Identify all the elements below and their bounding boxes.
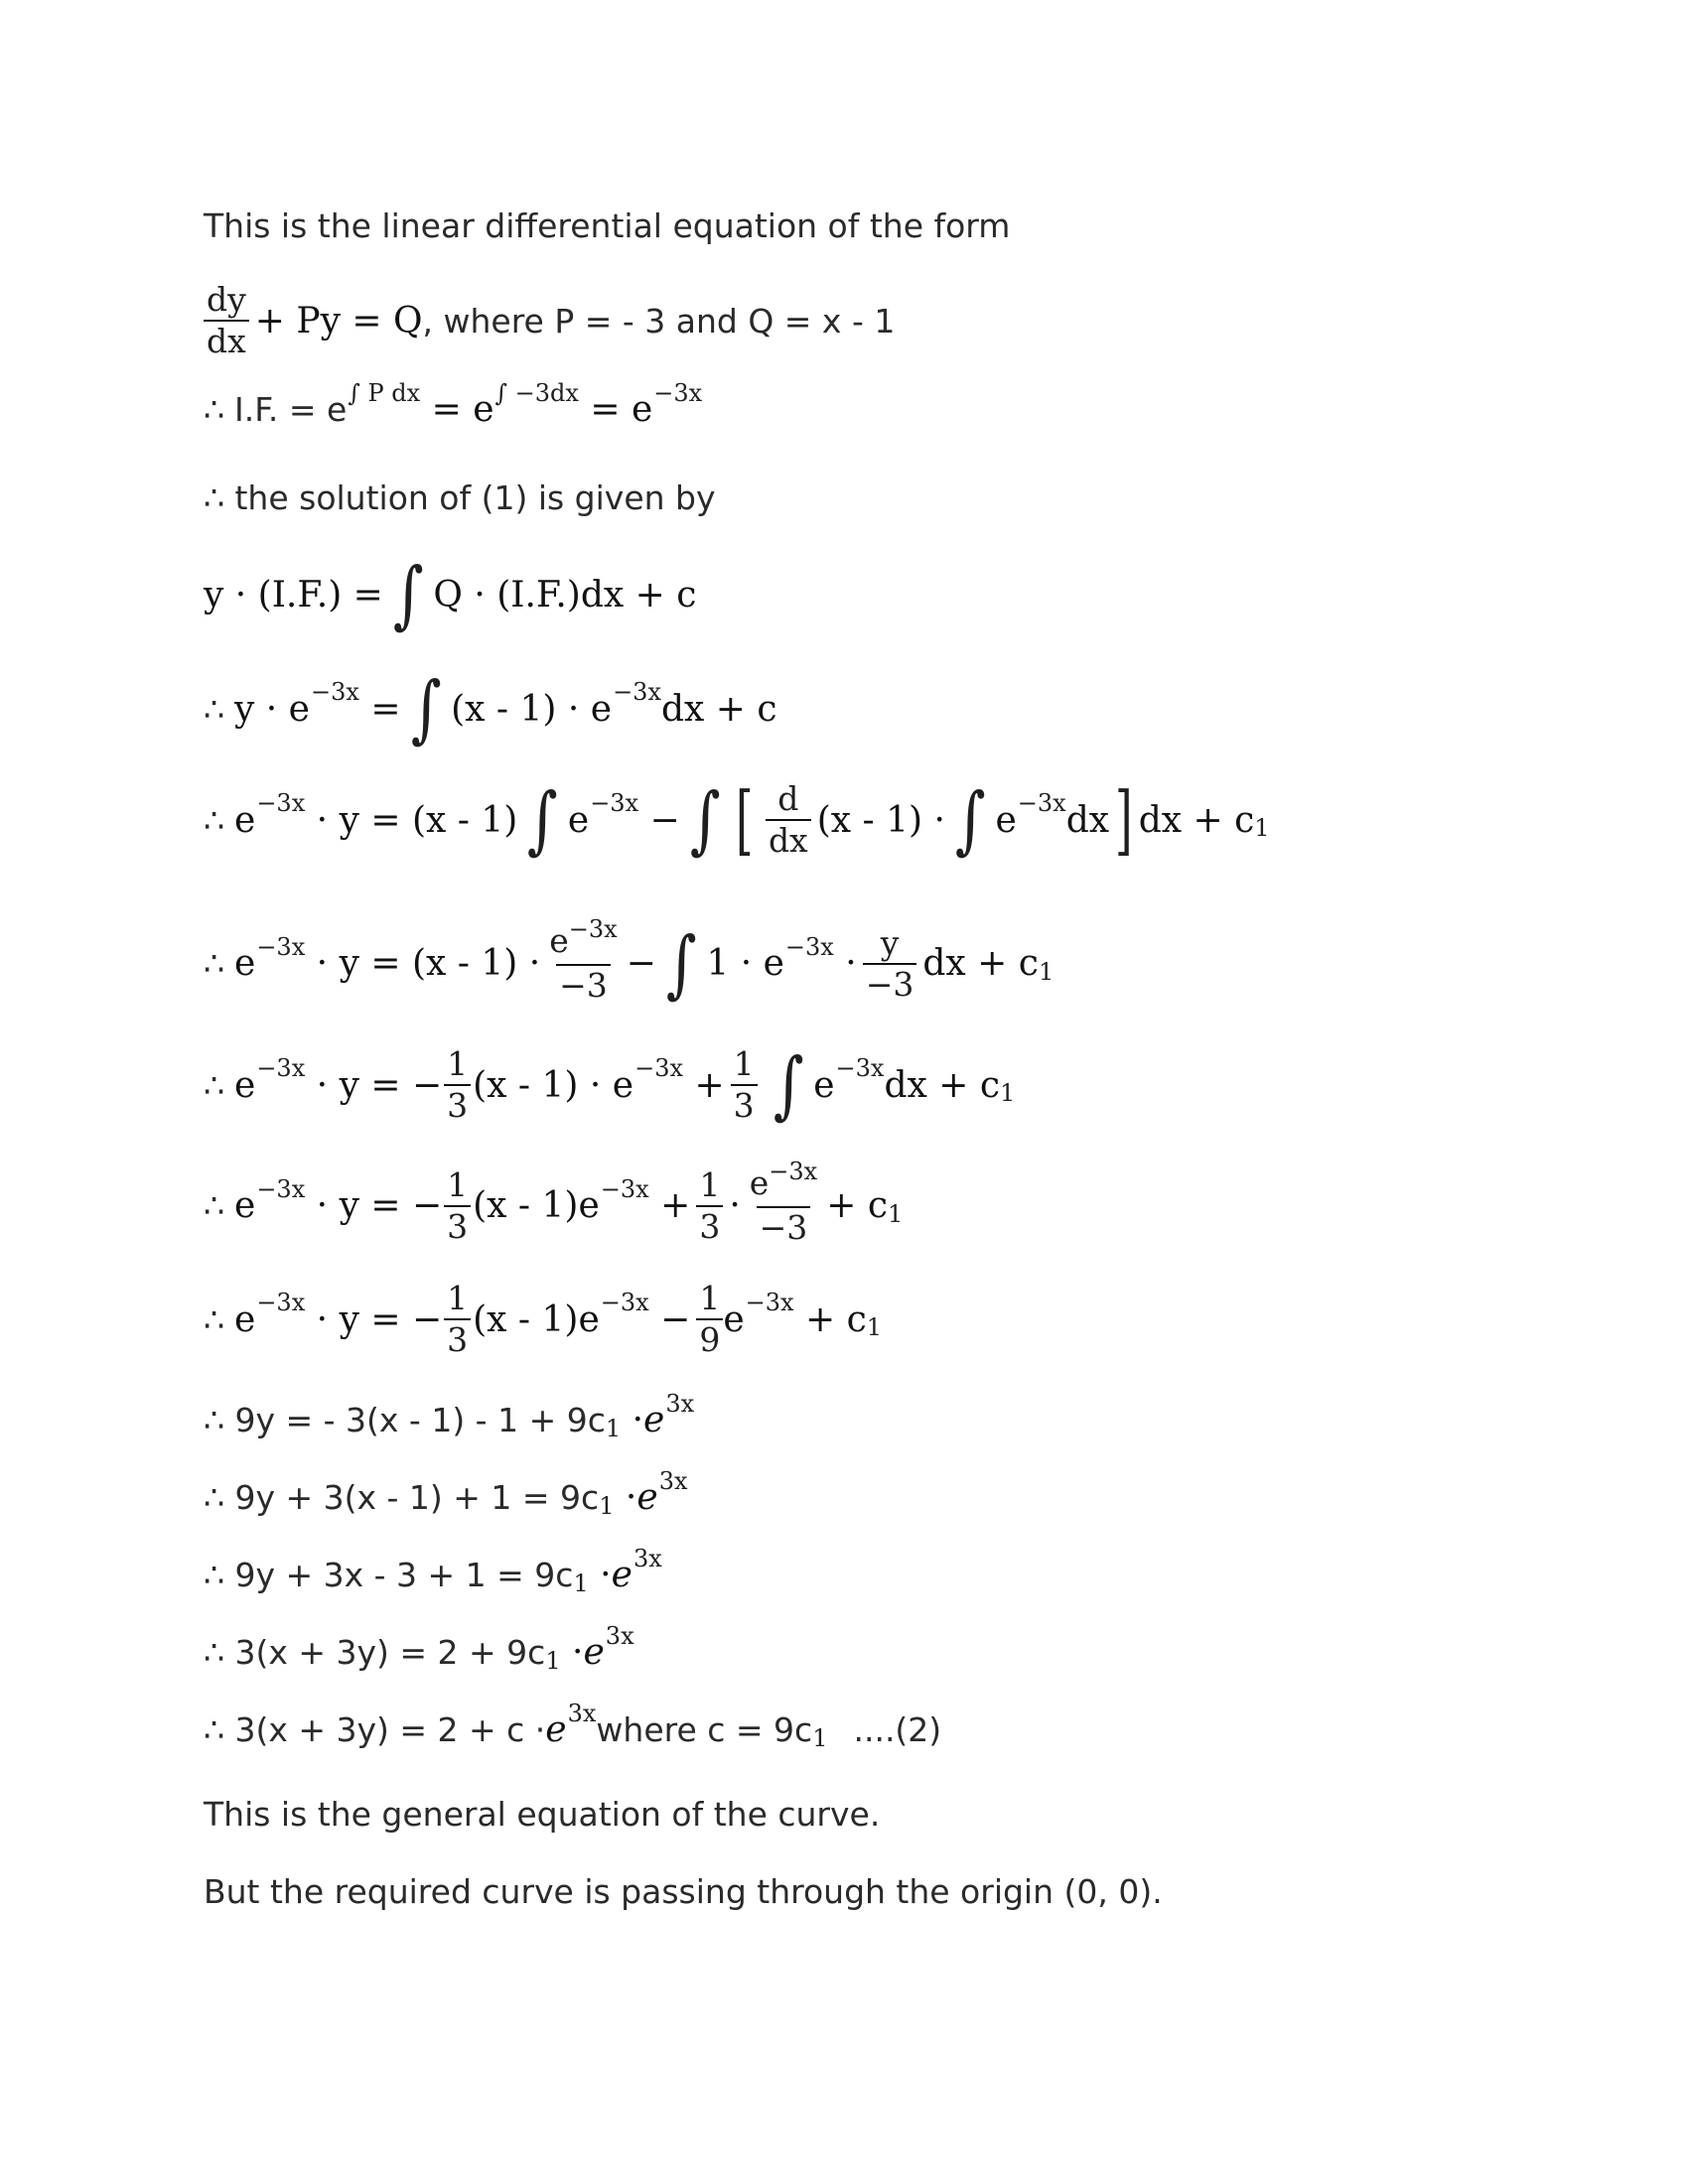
- form-where-text: , where P = - 3 and Q = x - 1: [422, 301, 896, 341]
- step-9: ∴ 9y + 3x - 3 + 1 = 9c 1 · e 3x: [204, 1544, 662, 1597]
- if-exponent-3: −3x: [653, 378, 703, 407]
- step-7: ∴ 9y = - 3(x - 1) - 1 + 9c 1 · e 3x: [204, 1389, 695, 1442]
- origin-text: But the required curve is passing through the origin (0, 0).: [204, 1872, 1163, 1911]
- integrating-factor-line: ∴ I.F. = e ∫ P dx = e ∫ −3dx = e −3x: [204, 378, 703, 430]
- step-5: ∴ e −3x · y = − $\frac{1}{3}$ (x - 1)e −3x + $\frac{1}{3}$ · $\frac{e^{-3x}}{-3}$ + c 1: [204, 1158, 904, 1247]
- dy-dx-fraction: $\frac{dy}{dx}$: [204, 280, 249, 361]
- if-exponent-2: ∫ −3dx: [494, 378, 579, 407]
- step-3: ∴ e −3x · y = (x - 1) · $\frac{e^{-3x}}{-3}$ − ∫ 1 · e −3x · $\frac{y}{-3}$ dx + c 1: [204, 915, 1055, 1007]
- equation-tag: ....(2): [853, 1710, 942, 1749]
- general-equation-line: [204, 1795, 880, 1834]
- solution-given-line: [204, 478, 716, 517]
- linear-form-line: [204, 280, 895, 361]
- intro-text: This is the linear differential equation of the form: [204, 206, 1011, 245]
- step-6: ∴ e −3x · y = − $\frac{1}{3}$ (x - 1)e −3x − $\frac{1}{9}$ e −3x + c 1: [204, 1279, 883, 1359]
- general-solution-formula: y · (I.F.) = ∫ Q · (I.F.)dx + c: [204, 552, 697, 637]
- step-4: ∴ e −3x · y = − $\frac{1}{3}$ (x - 1) · e −3x + $\frac{1}{3}$ ∫ e −3x dx + c 1: [204, 1042, 1016, 1128]
- form-expression: + Py = Q: [254, 300, 423, 341]
- therefore-symbol: ∴: [204, 390, 224, 429]
- general-equation-text: This is the general equation of the curve.: [204, 1795, 881, 1834]
- if-label: I.F. = e: [234, 390, 348, 429]
- intro-line: [204, 206, 1010, 245]
- origin-line: [204, 1872, 1163, 1911]
- step-2: ∴ e −3x · y = (x - 1) ∫ e −3x − ∫ [ $\frac{d}{dx}$ (x - 1) · ∫ e −3x dx ] dx + c 1: [204, 775, 1270, 864]
- step-10: ∴ 3(x + 3y) = 2 + 9c 1 · e 3x: [204, 1621, 634, 1675]
- step-1: ∴ y · e −3x = ∫ (x - 1) · e −3x dx + c: [204, 666, 777, 751]
- if-exponent-1: ∫ P dx: [348, 378, 421, 407]
- solution-given-text: ∴ the solution of (1) is given by: [204, 478, 716, 517]
- step-8: ∴ 9y + 3(x - 1) + 1 = 9c 1 · e 3x: [204, 1466, 688, 1520]
- step-11: ∴ 3(x + 3y) = 2 + c · e 3x where c = 9c 1 ....(2): [204, 1699, 942, 1752]
